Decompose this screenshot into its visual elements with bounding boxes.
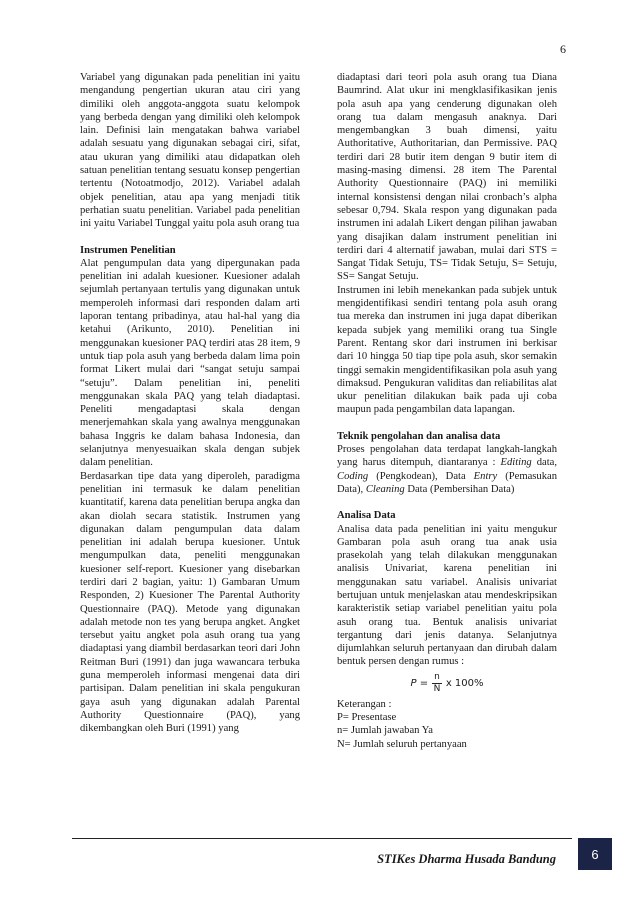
processing-paragraph: Proses pengolahan data terdapat langkah-langkah yang harus ditempuh, diantaranya : Editing data, Coding (Pengkodean), Data Entry (Pemasukan Data), Cleaning Data (Pembersihan Data)	[337, 444, 557, 495]
footer-divider	[72, 838, 572, 839]
percentage-formula	[337, 671, 557, 697]
formula-denominator: N	[433, 684, 441, 695]
footer-institution: STIKes Dharma Husada Bandung	[377, 852, 556, 866]
paq-paragraph: diadaptasi dari teori pola asuh orang tua Diana Baumrind. Alat ukur ini mengklasifikasikan jenis pola asuh apa yang cenderung digunakan oleh orang tua dalam mengasuh anaknya. Dari mengembangkan 3 buah dimensi, yaitu Authoritative, Authoritarian, dan Permissive. PAQ terdiri dari 28 butir item dengan 9 butir item di masing-masing dimensi. 28 item The Parental Authority Questionnaire (PAQ) ini memiliki internal konsistensi dengan nilai cronbach’s alpha sebesar 0,794. Skala respon yang digunakan pada instrumen ini adalah Likert dengan pilihan jawaban yang disajikan dalam instrument penelitian ini terdiri dari 4 alternatif jawaban, mulai dari STS = Sangat Tidak Setuju, TS= Tidak Setuju, S= Setuju, SS= Sangat Setuju.	[337, 72, 557, 283]
legend-item: P= Presentase	[337, 712, 397, 724]
instrument-heading: Instrumen Penelitian	[80, 244, 176, 256]
legend-item: n= Jumlah jawaban Ya	[337, 725, 434, 737]
legend-item: N= Jumlah seluruh pertanyaan	[337, 738, 467, 750]
formula-lhs: P =	[410, 678, 429, 690]
formula-rhs: x 100%	[445, 678, 484, 690]
formula-numerator: n	[434, 672, 440, 683]
footer-page-badge: 6	[578, 838, 612, 870]
variable-paragraph: Variabel yang digunakan pada penelitian ini yaitu mengandung pengertian ukuran atau ciri yang dimiliki oleh anggota-anggota suatu kelompok yang berbeda dengan yang dimiliki oleh kelompok lain. Definisi lain mengatakan bahwa variabel adalah sesuatu yang digunakan sebagai ciri, sifat, atau ukuran yang dimiliki atau didapatkan oleh satuan penelitian tentang sesuatu konsep pengertian tertentu (Notoatmodjo, 2012). Variabel adalah objek penelitian, atau apa yang menjadi titik perhatian suatu penelitian. Variabel pada penelitian ini yaitu Variabel Tunggal yaitu pola asuh orang tua	[80, 72, 300, 230]
instrument-emphasis-paragraph: Instrumen ini lebih menekankan pada subjek untuk mengidentifikasi sendiri tentang pola asuh orang tua mereka dan instrumen ini juga dapat diberikan kepada subjek yang memiliki orang tua Single Parent. Rentang skor dari instrumen ini berkisar dari 10 hingga 50 tiap tipe pola asuh, skor semakin tinggi semakin mengidentifikasikan pola asuh yang dimaksud. Pengukuran validitas dan reliabilitas alat ukur penelitian dilakukan baik pada uji coba maupun pada pengambilan data lapangan.	[337, 284, 557, 416]
processing-heading: Teknik pengolahan dan analisa data	[337, 430, 501, 442]
legend-title: Keterangan :	[337, 698, 392, 710]
instrument-paragraph-2: Berdasarkan tipe data yang diperoleh, paradigma penelitian ini termasuk ke dalam penelitian kuantitatif, karena data penelitian berupa angka dan akan diolah secara statistik. Instrumen yang digunakan dalam pengumpulan data dalam penelitian ini adalah berupa kuesioner. Untuk mengumpulkan data, peneliti menggunakan kuesioner self-report. Kuesioner yang disebarkan terdiri dari 2 bagian, yaitu: 1) Gambaran Umum Responden, 2) Kuesioner The Parental Authority Questionnaire (PAQ). Metode yang digunakan adalah metode non tes yang berupa angket. Angket tersebut yaitu angket pola asuh orang tua yang diadaptasi yang diambil berdasarkan teori dari John Reitman Buri (1991) dan juga wawancara terbuka guna memperoleh informasi mengenai data diri partisipan. Dalam penelitian ini skala pengukuran gaya asuh yang digunakan adalah Parental Authority Questionnaire (PAQ), yang dikembangkan oleh Buri (1991) yang	[80, 470, 300, 735]
left-column	[80, 71, 300, 736]
formula-fraction	[432, 672, 442, 695]
right-column	[337, 71, 557, 751]
header-page-number: 6	[560, 42, 566, 56]
instrument-paragraph-1: Alat pengumpulan data yang dipergunakan pada penelitian ini adalah kuesioner. Kuesioner adalah sejumlah pertanyaan tertulis yang digunakan untuk memperoleh informasi dari responden dalam arti laporan tentang pribadinya, atau hal-hal yang dia ketahui (Arikunto, 2010). Penelitian ini menggunakan kuesioner PAQ terdiri atas 28 item, 9 untuk tiap pola asuh yang berbeda dalam lima poin format Likert mulai dari “sangat setuju sampai “setuju”. Dalam penelitian ini, peneliti menggunakan skala PAQ yang telah diadaptasi. Peneliti mengadaptasi skala dengan menerjemahkan skala yang awalnya menggunakan bahasa Inggris ke dalam bahasa Indonesia, dan selanjutnya menyesuaikan skala dengan subjek dalam penelitian.	[80, 257, 300, 469]
analysis-paragraph: Analisa data pada penelitian ini yaitu mengukur Gambaran pola asuh orang tua anak usia prasekolah yang telah dilakukan menggunakan analisis Univariat, karena penelitian ini menggunakan satu variabel. Analisis univariat bertujuan untuk menjelaskan atau mendeskripsikan karakteristik setiap variabel penelitian yaitu pola asuh orang tua. Bentuk analisis univariat tergantung dari jenis datanya. Selanjutnya dijumlahkan seluruh pertanyaan dan dirubah dalam bentuk persen dengan rumus :	[337, 523, 557, 668]
analysis-heading: Analisa Data	[337, 510, 396, 522]
